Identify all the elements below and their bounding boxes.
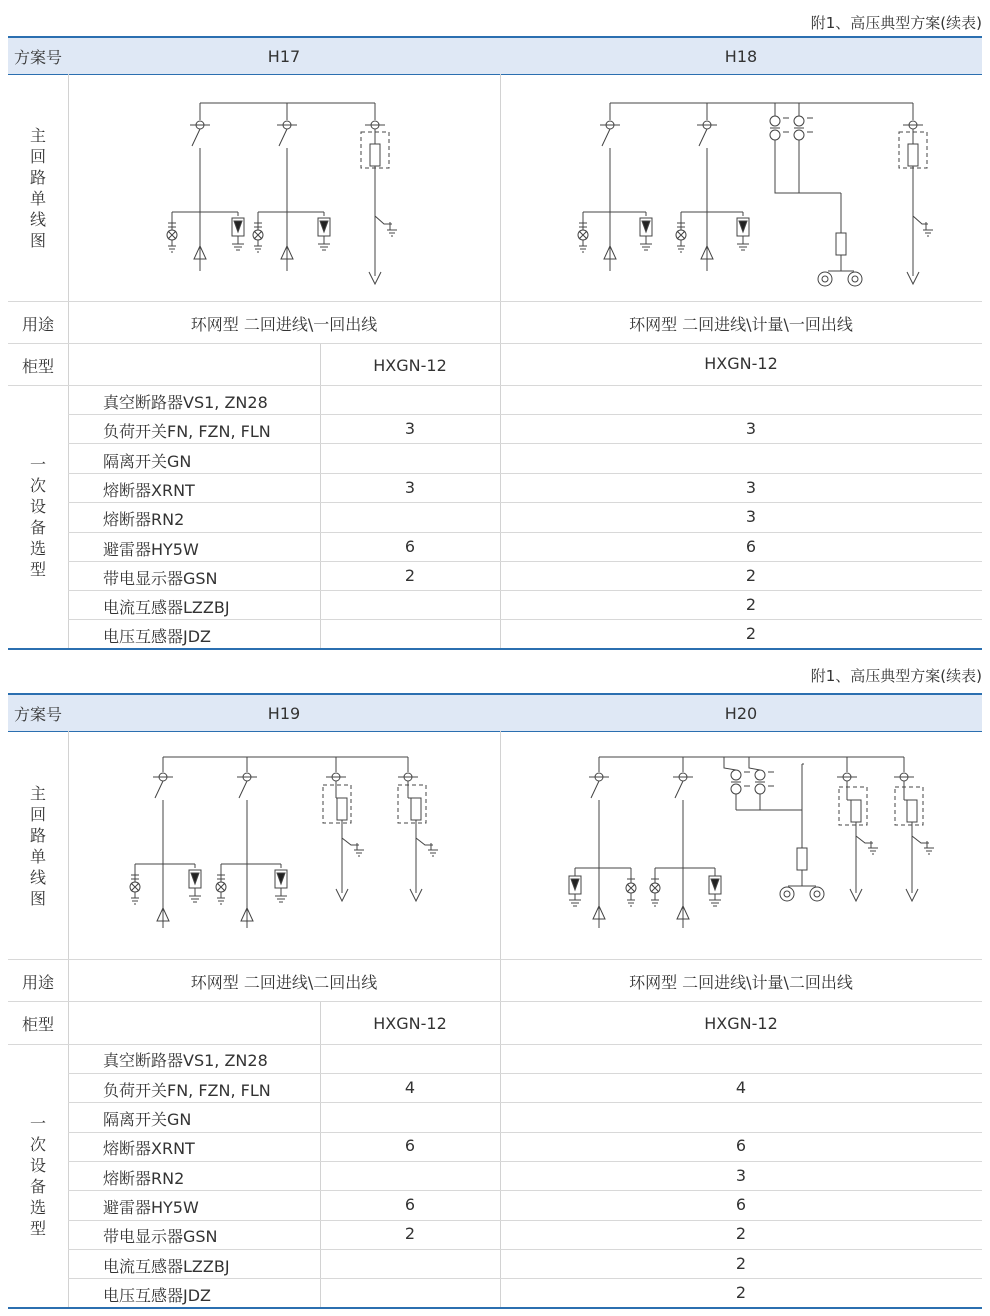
- single-line-diagram-h17: [158, 96, 398, 286]
- usage-a: 环网型 二回进线\二回出线: [190, 973, 378, 992]
- equip-name: 熔断器RN2: [103, 510, 185, 529]
- equip-qty-a: 6: [404, 537, 416, 556]
- equip-name: 真空断路器VS1, ZN28: [103, 1051, 268, 1070]
- equip-name: 隔离开关GN: [103, 452, 192, 471]
- equip-qty-a: 2: [404, 566, 416, 585]
- equip-name: 避雷器HY5W: [103, 540, 199, 559]
- equip-name: 带电显示器GSN: [103, 1227, 218, 1246]
- equip-qty-a: 2: [404, 1224, 416, 1243]
- cabinet-label: 柜型: [21, 1015, 54, 1034]
- equip-name: 负荷开关FN, FZN, FLN: [103, 422, 271, 441]
- equip-name: 熔断器RN2: [103, 1169, 185, 1188]
- table-header: [8, 695, 982, 731]
- equip-qty-b: 2: [735, 1283, 747, 1302]
- equip-name: 熔断器XRNT: [103, 1139, 195, 1158]
- equip-name: 避雷器HY5W: [103, 1198, 199, 1217]
- header-scheme-b: H20: [724, 703, 758, 723]
- equip-name: 负荷开关FN, FZN, FLN: [103, 1081, 271, 1100]
- single-line-diagram-h19: [123, 748, 443, 938]
- equip-name: 电流互感器LZZBJ: [103, 598, 230, 617]
- scheme-table: [8, 36, 982, 650]
- cabinet-a: HXGN-12: [373, 356, 447, 375]
- header-scheme-b: H18: [724, 46, 758, 66]
- header-scheme-no: 方案号: [13, 47, 62, 67]
- header-scheme-no: 方案号: [13, 704, 62, 724]
- diagram-label: 主 回 路 单 线 图: [29, 783, 46, 908]
- table-caption: 附1、高压典型方案(续表): [810, 14, 982, 32]
- equip-qty-b: 3: [745, 419, 757, 438]
- usage-b: 环网型 二回进线\计量\一回出线: [629, 315, 853, 334]
- usage-a: 环网型 二回进线\一回出线: [190, 315, 378, 334]
- equip-qty-a: 4: [404, 1078, 416, 1097]
- diagram-label: 主 回 路 单 线 图: [29, 126, 46, 250]
- table-caption: 附1、高压典型方案(续表): [810, 667, 982, 685]
- equip-name: 电流互感器LZZBJ: [103, 1257, 230, 1276]
- equip-name: 隔离开关GN: [103, 1110, 192, 1129]
- equip-qty-b: 2: [745, 624, 757, 643]
- equip-qty-a: 3: [404, 419, 416, 438]
- equip-name: 带电显示器GSN: [103, 569, 218, 588]
- header-scheme-a: H17: [267, 46, 301, 66]
- equip-qty-b: 3: [735, 1166, 747, 1185]
- equip-qty-b: 2: [735, 1224, 747, 1243]
- equip-qty-b: 6: [735, 1195, 747, 1214]
- equip-qty-b: 6: [735, 1136, 747, 1155]
- equip-qty-b: 2: [735, 1254, 747, 1273]
- equip-qty-b: 3: [745, 478, 757, 497]
- usage-label: 用途: [21, 315, 54, 334]
- equip-name: 真空断路器VS1, ZN28: [103, 393, 268, 412]
- cabinet-b: HXGN-12: [704, 354, 778, 373]
- equip-name: 熔断器XRNT: [103, 481, 195, 500]
- equip-qty-b: 6: [745, 537, 757, 556]
- equip-qty-b: 2: [745, 566, 757, 585]
- equip-name: 电压互感器JDZ: [103, 627, 212, 646]
- equip-qty-a: 3: [404, 478, 416, 497]
- cabinet-a: HXGN-12: [373, 1014, 447, 1033]
- cabinet-b: HXGN-12: [704, 1014, 778, 1033]
- equipment-label: 一 次 设 备 选 型: [29, 455, 46, 579]
- usage-label: 用途: [21, 973, 54, 992]
- equip-qty-a: 6: [404, 1136, 416, 1155]
- equip-qty-b: 4: [735, 1078, 747, 1097]
- table-header: [8, 38, 982, 74]
- header-scheme-a: H19: [267, 703, 301, 723]
- equip-qty-b: 2: [745, 595, 757, 614]
- equip-qty-b: 3: [745, 507, 757, 526]
- equip-qty-a: 6: [404, 1195, 416, 1214]
- single-line-diagram-h18: [573, 96, 933, 286]
- equip-name: 电压互感器JDZ: [103, 1286, 212, 1305]
- scheme-table: [8, 693, 982, 1310]
- equipment-label: 一 次 设 备 选 型: [29, 1114, 46, 1238]
- usage-b: 环网型 二回进线\计量\二回出线: [629, 973, 853, 992]
- single-line-diagram-h20: [566, 748, 946, 938]
- cabinet-label: 柜型: [21, 357, 54, 376]
